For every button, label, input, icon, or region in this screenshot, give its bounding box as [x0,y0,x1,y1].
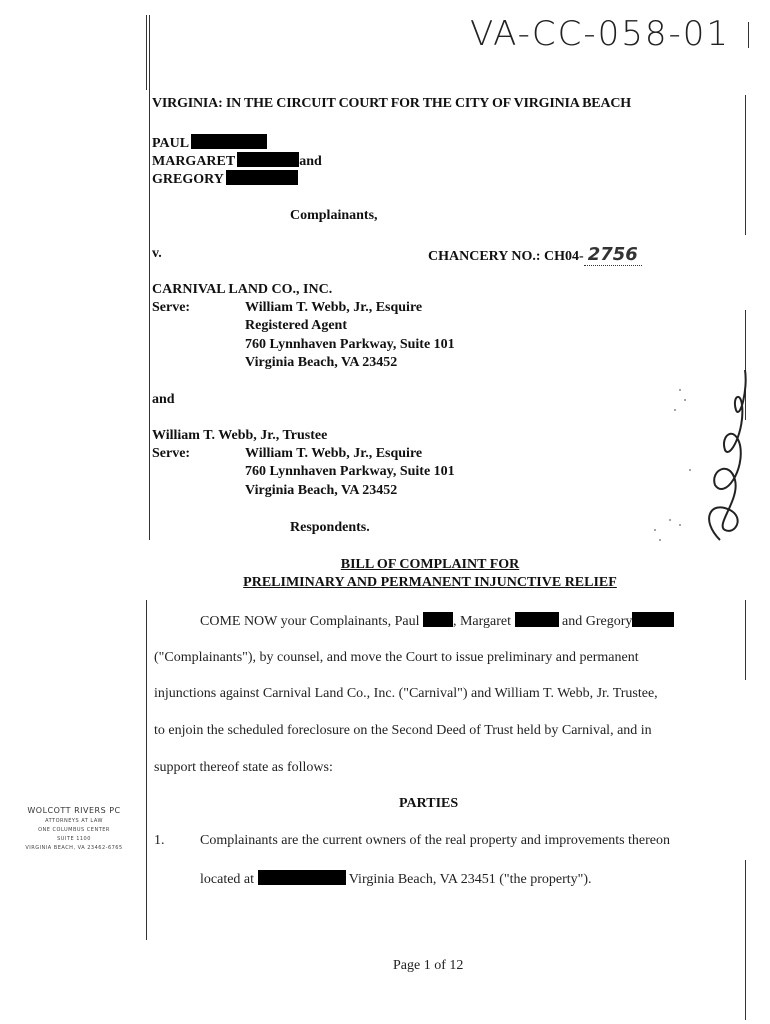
firm-name: WOLCOTT RIVERS PC [27,806,121,815]
body-p1-start: COME NOW your Complainants, Paul [200,614,420,629]
firm-line: ATTORNEYS AT LAW [45,818,103,824]
respondent-1-serve-line: William T. Webb, Jr., Esquire [245,300,423,315]
redaction [191,134,267,149]
respondent-1-name: CARNIVAL LAND CO., INC. [152,282,333,297]
body-line-1 [200,612,674,630]
item-1-line-2 [200,870,592,888]
body-line-3: injunctions against Carnival Land Co., Inc. ("Carnival") and William T. Webb, Jr. Trustee, [154,686,658,701]
section-heading-parties: PARTIES [399,796,459,811]
right-margin-line-4 [745,860,746,1020]
firm-line: VIRGINIA BEACH, VA 23462-6765 [25,845,123,851]
complainant-3 [152,170,298,188]
handwritten-initials [690,350,760,550]
respondent-2-serve-label: Serve: [152,446,191,461]
right-margin-line-3 [745,600,746,680]
chancery-handwritten-number: 2756 [584,244,642,266]
handwritten-case-id: VA-CC-058-01 [470,14,731,54]
complainants-label: Complainants, [290,208,378,223]
chancery-label: CHANCERY NO.: CH04- [428,249,584,264]
top-right-tick [748,22,749,48]
chancery-number [428,244,642,265]
complainant-3-name: GREGORY [152,172,224,187]
respondent-2-serve-line: William T. Webb, Jr., Esquire [245,446,423,461]
item-1-line-1: Complainants are the current owners of the real property and improvements thereon [200,833,671,848]
redaction [632,612,674,627]
redaction [226,170,298,185]
document-title-line-1: BILL OF COMPLAINT FOR [340,557,520,572]
versus: v. [152,246,162,261]
firm-line: ONE COLUMBUS CENTER [38,827,110,833]
firm-line: SUITE 1100 [57,836,91,842]
complainant-1-name: PAUL [152,136,190,151]
respondents-label: Respondents. [290,520,370,535]
redaction [258,870,346,885]
redaction [515,612,559,627]
item-1-suffix: Virginia Beach, VA 23451 ("the property"). [348,872,592,887]
firm-sidebar [4,806,144,851]
redaction [237,152,299,167]
body-line-4: to enjoin the scheduled foreclosure on the Second Deed of Trust held by Carnival, and in [154,723,652,738]
respondent-1-serve-line: 760 Lynnhaven Parkway, Suite 101 [245,337,455,352]
respondent-1-serve-line: Virginia Beach, VA 23452 [245,355,398,370]
left-margin-line [146,15,147,90]
document-title-line-2: PRELIMINARY AND PERMANENT INJUNCTIVE RELIEF [243,575,617,590]
item-1-prefix: located at [200,872,255,887]
left-margin-line-3 [146,600,147,940]
complainant-2-name: MARGARET [152,154,236,169]
redaction [423,612,453,627]
respondent-1-serve-label: Serve: [152,300,191,315]
and-connector: and [152,392,175,407]
respondent-2-name: William T. Webb, Jr., Trustee [152,428,328,443]
complainant-2 [152,152,322,170]
respondent-2-serve-line: Virginia Beach, VA 23452 [245,483,398,498]
left-margin-line-2 [149,15,150,540]
body-line-5: support thereof state as follows: [154,760,333,775]
respondent-1-serve-line: Registered Agent [245,318,347,333]
respondent-2-serve-line: 760 Lynnhaven Parkway, Suite 101 [245,464,455,479]
item-1-number: 1. [154,833,165,848]
right-margin-line [745,95,746,235]
margin-dots [640,380,700,550]
page-footer: Page 1 of 12 [393,958,464,973]
body-p1-after-margaret: and Gregory [562,614,633,629]
court-caption: VIRGINIA: IN THE CIRCUIT COURT FOR THE CITY OF VIRGINIA BEACH [152,96,631,111]
complainant-1 [152,134,267,152]
body-line-2: ("Complainants"), by counsel, and move the Court to issue preliminary and permanent [154,650,639,665]
body-p1-after-paul: , Margaret [452,614,512,629]
and-word: and [299,154,322,169]
